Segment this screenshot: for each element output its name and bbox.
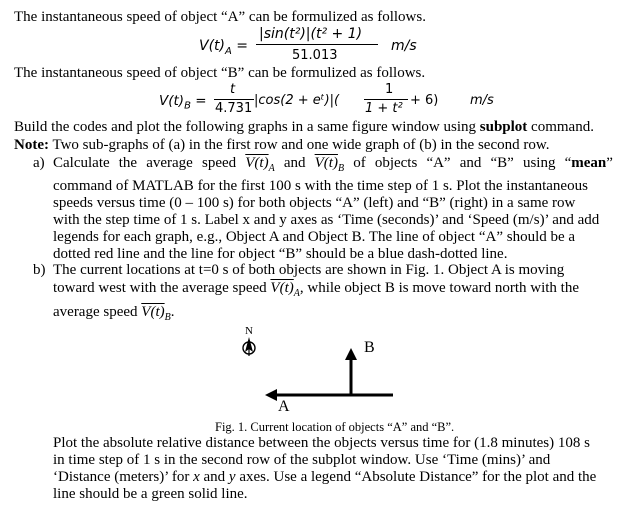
equation-b-frac1-bar — [214, 99, 254, 100]
final-line-3: ‘Distance (meters)’ for x and y axes. Use a legend “Absolute Distance” for the plot and the — [53, 469, 597, 485]
item-b-line-1: The current locations at t=0 s of both objects are shown in Fig. 1. Object A is moving — [53, 262, 565, 278]
object-a-label: A — [278, 398, 290, 415]
equation-a-numerator: |sin(t²)|(t² + 1) — [259, 26, 363, 42]
final-line-1: Plot the absolute relative distance between the objects versus time for (1.8 minutes) 108 s — [53, 435, 590, 451]
equation-a-denominator: 51.013 — [292, 48, 338, 63]
intro-object-b: The instantaneous speed of object “B” can be formulized as follows. — [14, 65, 426, 81]
item-b-line-3: average speed $V(t)_B$. — [53, 304, 175, 323]
equation-a-fraction-bar — [256, 44, 378, 45]
north-arrow-b — [345, 348, 357, 395]
item-b-text — [53, 262, 613, 326]
item-a-line-6: dotted red line and the line for object “B” should be a blue dash-dotted line. — [53, 246, 508, 262]
final-paragraph — [53, 435, 613, 502]
compass-north-label: N — [245, 325, 253, 337]
final-line-2: in time step of 1 s in the second row of the subplot window. Use ‘Time (mins)’ and — [53, 452, 551, 468]
equation-b-middle: |cos(2 + eᵗ)|( — [254, 93, 340, 108]
intro-object-a: The instantaneous speed of object “A” can be formulized as follows. — [14, 9, 426, 25]
item-a-line-4: with the step time of 1 s. Label x and y axes as ‘Time (seconds)’ and ‘Speed (m/s)’ and add — [53, 212, 600, 228]
equation-b-frac2-denominator: 1 + t² — [365, 101, 403, 116]
equation-b-frac2-numerator: 1 — [385, 82, 394, 97]
equation-b-tail: + 6) — [410, 93, 439, 108]
final-line-4: line should be a green solid line. — [53, 486, 248, 502]
figure-caption: Fig. 1. Current location of objects “A” and “B”. — [215, 420, 455, 434]
equation-b-frac2-bar — [364, 99, 408, 100]
equation-b-lhs: $V(t)_B$ = — [159, 93, 207, 112]
equation-b-frac1-numerator: t — [230, 82, 236, 97]
compass-icon — [243, 337, 255, 356]
item-a-line-5: legends for each graph, e.g., Object A and Object B. The line of object “A” should be a — [53, 229, 576, 245]
item-a-marker: a) — [33, 155, 45, 171]
equation-b-frac1-denominator: 4.731 — [215, 101, 253, 116]
item-b-marker: b) — [33, 262, 46, 278]
build-instruction: Build the codes and plot the following graphs in a same figure window using subplot command. — [14, 119, 594, 135]
equation-b-unit: m/s — [470, 93, 494, 108]
item-b-line-2: toward west with the average speed $V(t)_A$, while object B is move toward north with the — [53, 280, 579, 299]
item-a-text — [53, 155, 613, 262]
item-a-line-3: speeds versus time (0 – 100 s) for both objects “A” (left) and “B” (right) in a same row — [53, 195, 576, 211]
object-b-label: B — [364, 339, 375, 356]
note-line: Note: Two sub-graphs of (a) in the first row and one wide graph of (b) in the second row. — [14, 137, 550, 153]
equation-a-lhs: $V(t)_A$ = — [199, 38, 249, 57]
equation-a-unit: m/s — [391, 38, 417, 54]
item-a-line-2: command of MATLAB for the first 100 s with the time step of 1 s. Plot the instantaneous — [53, 178, 588, 194]
item-a-line-1: Calculate the average speed $V(t)_A$ and $V(t)_B$ of objects “A” and “B” using “mean” — [53, 155, 613, 174]
